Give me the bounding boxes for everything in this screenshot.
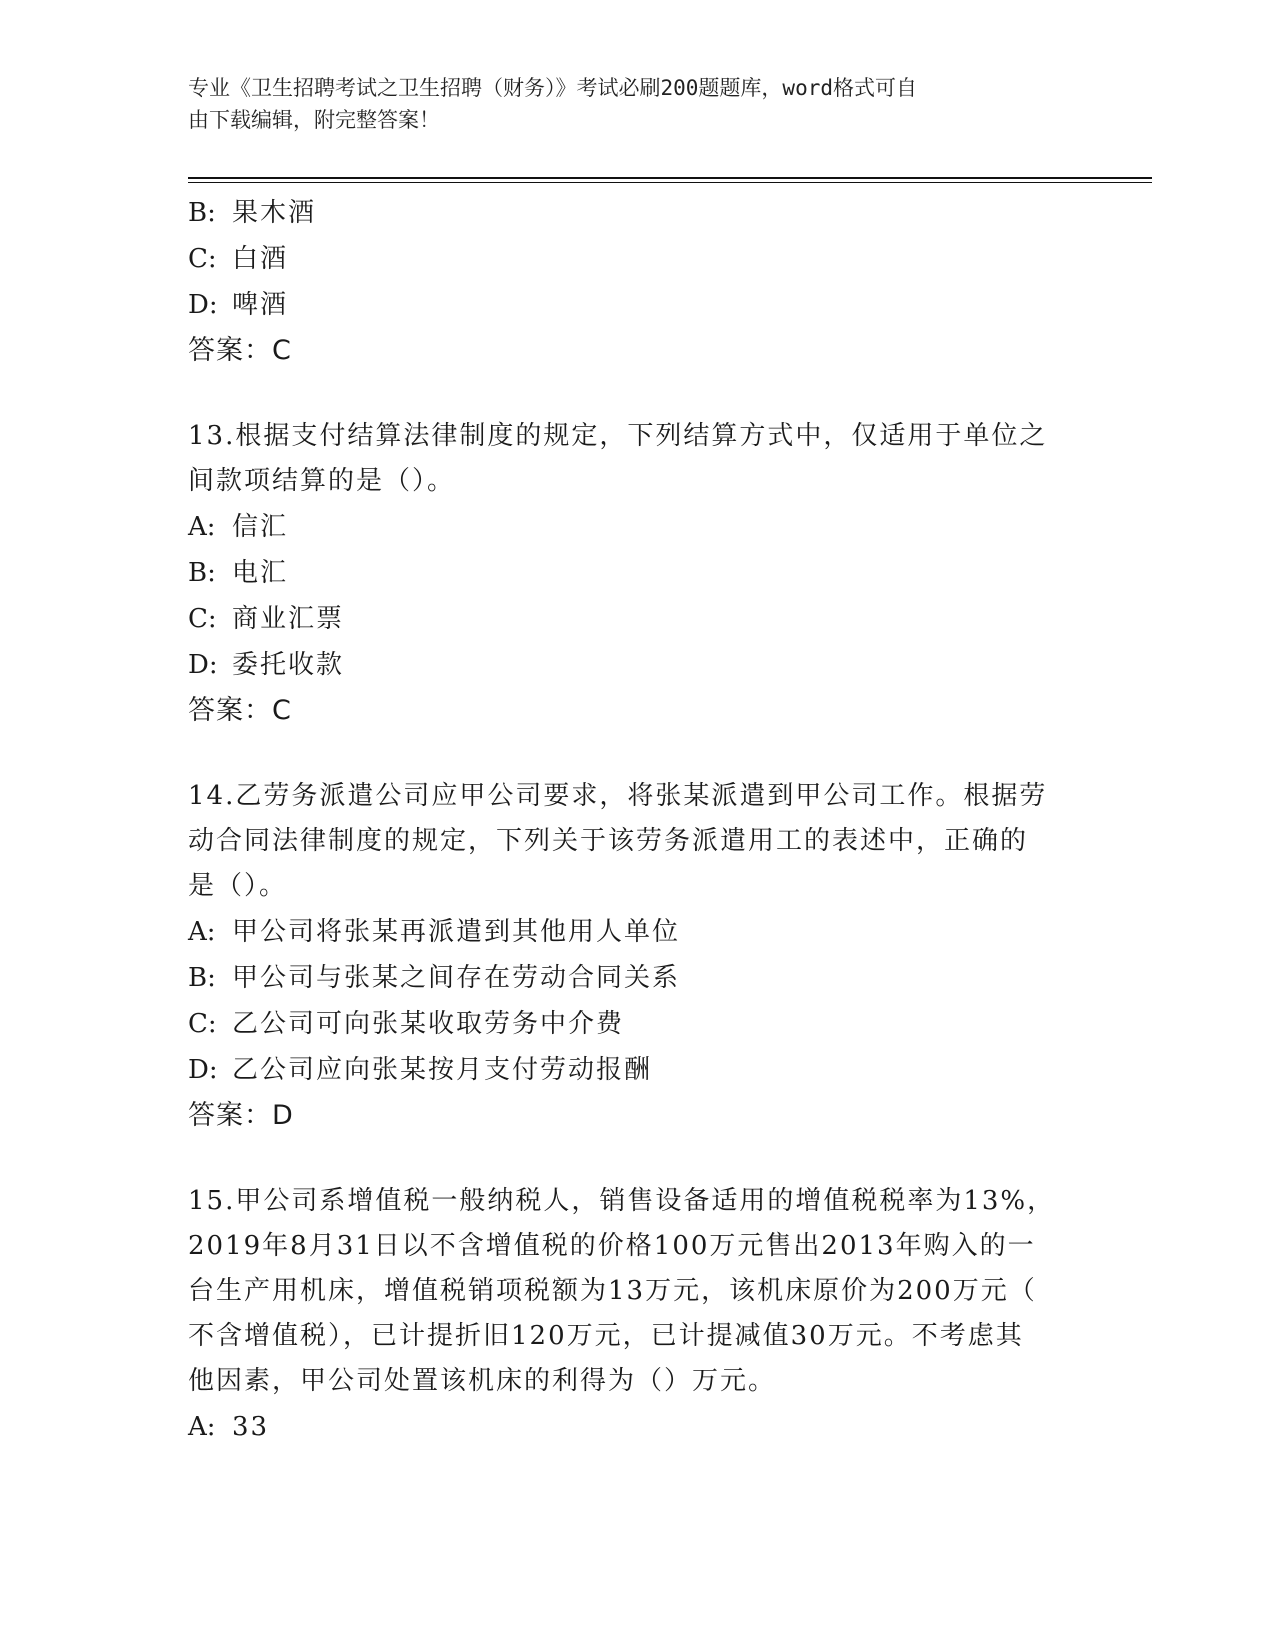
option-letter: D: <box>188 650 218 680</box>
option-d <box>188 642 1088 688</box>
option-text: 信汇 <box>232 512 289 542</box>
option-letter: A: <box>188 1412 216 1442</box>
option-text: 委托收款 <box>232 650 345 680</box>
option-text: 果木酒 <box>232 198 317 228</box>
document-body <box>188 190 1088 1450</box>
option-a <box>188 504 1088 550</box>
option-c <box>188 1001 1088 1047</box>
option-a <box>188 1404 1088 1450</box>
header-rule-thick <box>188 177 1152 179</box>
answer-line: 答案：C <box>188 335 292 366</box>
header-rule-thin <box>188 182 1152 183</box>
question-text-line: 13.根据支付结算法律制度的规定，下列结算方式中，仅适用于单位之 <box>188 421 1048 451</box>
option-c <box>188 596 1088 642</box>
option-text: 甲公司与张某之间存在劳动合同关系 <box>232 963 681 993</box>
question-text-line: 台生产用机床，增值税销项税额为13万元，该机床原价为200万元（ <box>188 1276 1037 1306</box>
option-d <box>188 282 1088 328</box>
answer-line: 答案：C <box>188 695 292 726</box>
question-text-line: 不含增值税），已计提折旧120万元，已计提减值30万元。不考虑其 <box>188 1321 1024 1351</box>
option-letter: A: <box>188 512 216 542</box>
option-letter: A: <box>188 917 216 947</box>
option-letter: D: <box>188 1055 218 1085</box>
question-15 <box>188 1179 1088 1450</box>
option-text: 甲公司将张某再派遣到其他用人单位 <box>232 917 681 947</box>
question-13 <box>188 414 1088 734</box>
option-letter: B: <box>188 198 216 228</box>
option-d <box>188 1047 1088 1093</box>
question-text-line: 是（）。 <box>188 871 288 901</box>
question-14 <box>188 774 1088 1139</box>
option-c <box>188 236 1088 282</box>
document-header <box>188 72 1068 136</box>
option-text: 商业汇票 <box>232 604 345 634</box>
answer-line: 答案：D <box>188 1100 294 1131</box>
option-text: 33 <box>232 1412 270 1442</box>
question-text-line: 2019年8月31日以不含增值税的价格100万元售出2013年购入的一 <box>188 1231 1036 1261</box>
question-text-line: 14.乙劳务派遣公司应甲公司要求，将张某派遣到甲公司工作。根据劳 <box>188 781 1048 811</box>
option-letter: C: <box>188 1009 217 1039</box>
option-letter: B: <box>188 558 216 588</box>
header-line-2: 由下载编辑，附完整答案！ <box>188 108 440 132</box>
option-a <box>188 909 1088 955</box>
option-b <box>188 955 1088 1001</box>
question-block-continued <box>188 190 1088 374</box>
question-text-line: 他因素，甲公司处置该机床的利得为（）万元。 <box>188 1366 777 1396</box>
option-letter: D: <box>188 290 218 320</box>
option-b <box>188 550 1088 596</box>
question-text-line: 15.甲公司系增值税一般纳税人，销售设备适用的增值税税率为13%， <box>188 1186 1056 1216</box>
option-letter: C: <box>188 604 217 634</box>
option-letter: B: <box>188 963 216 993</box>
option-letter: C: <box>188 244 217 274</box>
question-text-line: 动合同法律制度的规定，下列关于该劳务派遣用工的表述中，正确的 <box>188 826 1029 856</box>
option-text: 电汇 <box>232 558 289 588</box>
option-text: 乙公司可向张某收取劳务中介费 <box>232 1009 625 1039</box>
option-b <box>188 190 1088 236</box>
option-text: 啤酒 <box>232 290 289 320</box>
option-text: 乙公司应向张某按月支付劳动报酬 <box>232 1055 653 1085</box>
option-text: 白酒 <box>232 244 289 274</box>
question-text-line: 间款项结算的是（）。 <box>188 466 456 496</box>
header-line-1: 专业《卫生招聘考试之卫生招聘（财务）》考试必刷200题题库，word格式可自 <box>188 76 917 100</box>
